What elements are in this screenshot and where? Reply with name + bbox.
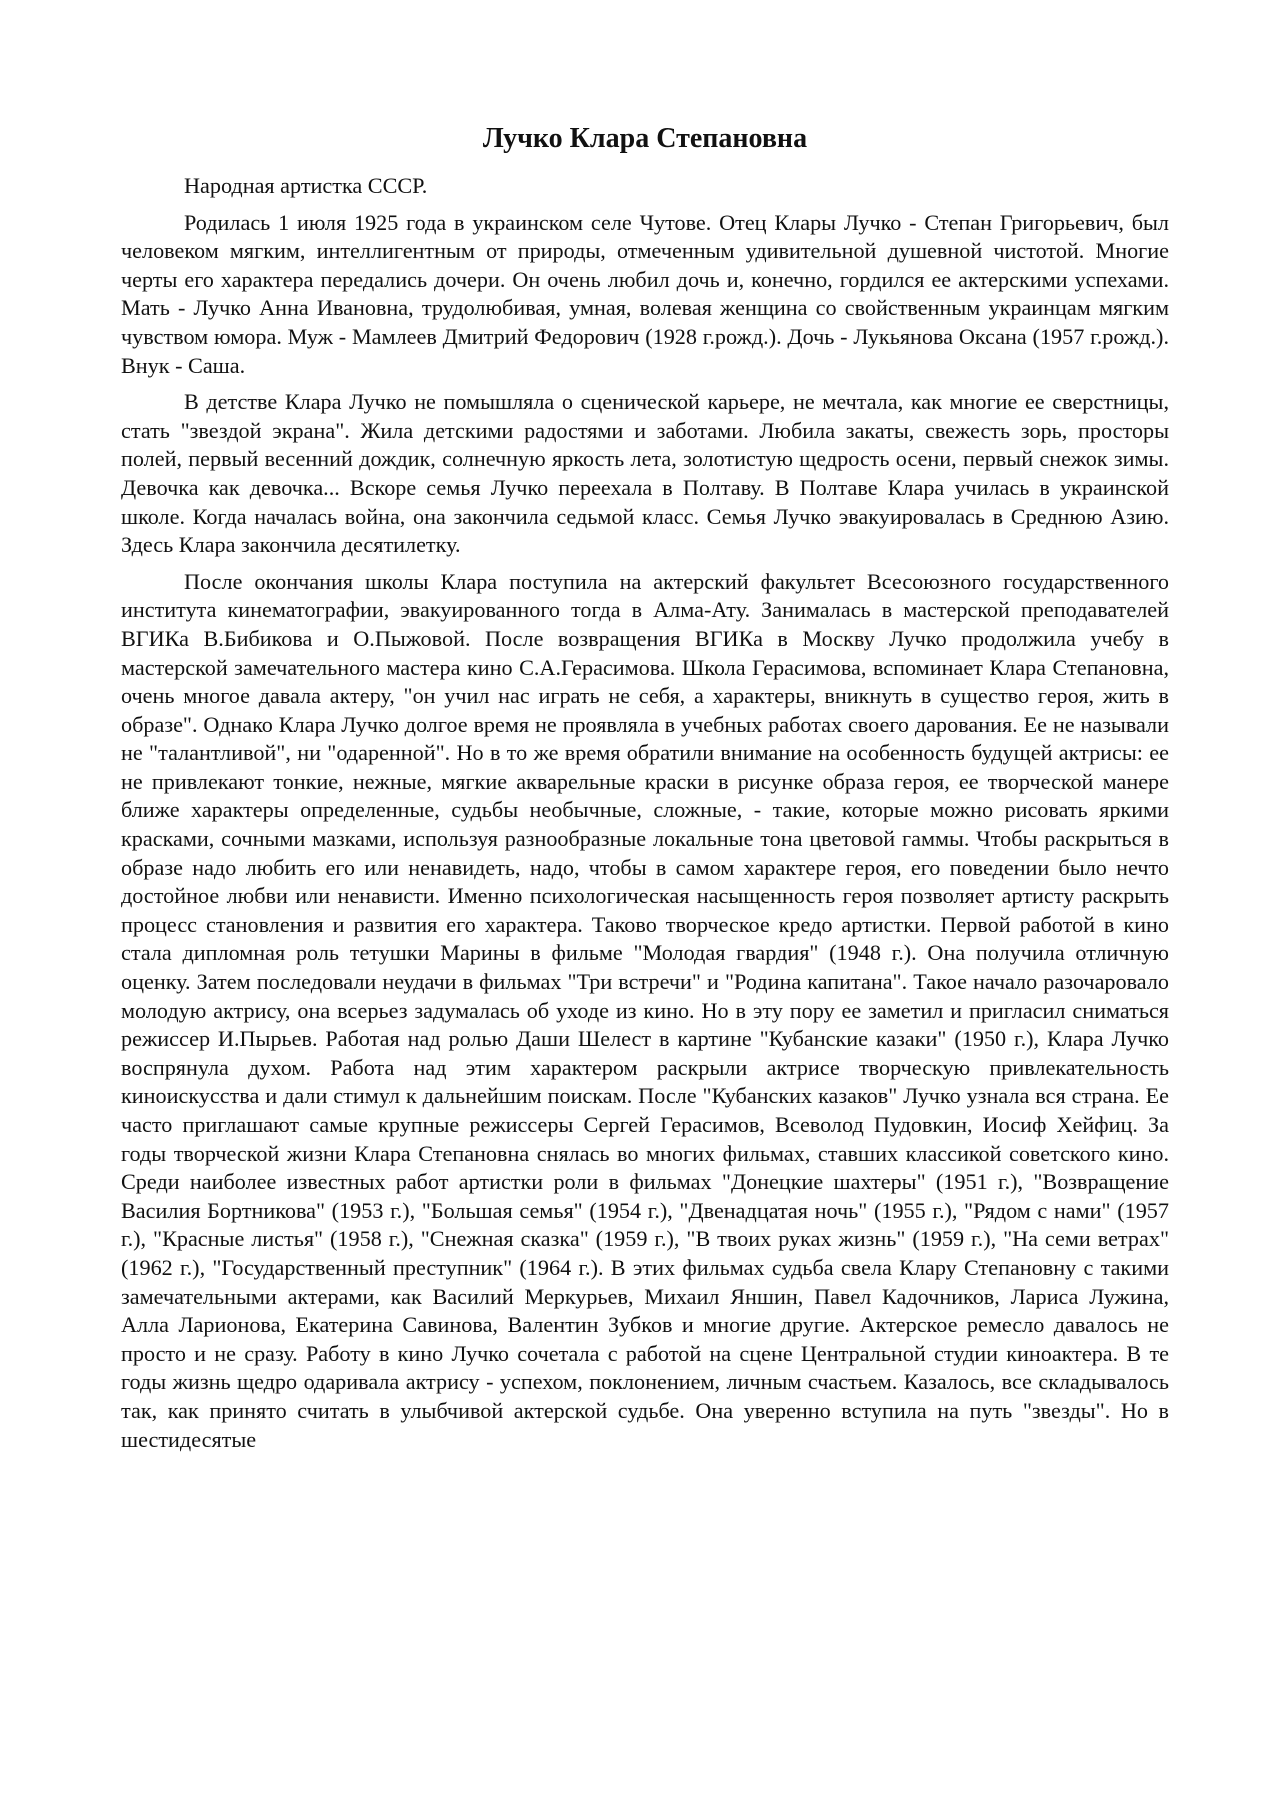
- document-body: [121, 120, 1169, 1462]
- paragraph-childhood: В детстве Клара Лучко не помышляла о сценической карьере, не мечтала, как многие ее сверстницы, стать "звездой экрана". Жила детскими радостями и заботами. Любила закаты, свежесть зорь, просторы полей, первый весенний дождик, солнечную яркость лета, золотистую щедрость осени, первый снежок зимы. Девочка как девочка... Вскоре семья Лучко переехала в Полтаву. В Полтаве Клара училась в украинской школе. Когда началась война, она закончила седьмой класс. Семья Лучко эвакуировалась в Среднюю Азию. Здесь Клара закончила десятилетку.: [121, 389, 1169, 558]
- paragraph-family: Родилась 1 июля 1925 года в украинском селе Чутове. Отец Клары Лучко - Степан Григорьевич, был человеком мягким, интеллигентным от природы, отмеченным удивительной душевной чистотой. Многие черты его характера передались дочери. Он очень любил дочь и, конечно, гордился ее актерскими успехами. Мать - Лучко Анна Ивановна, трудолюбивая, умная, волевая женщина со свойственным украинцам мягким чувством юмора. Муж - Мамлеев Дмитрий Федорович (1928 г.рожд.). Дочь - Лукьянова Оксана (1957 г.рожд.). Внук - Саша.: [121, 209, 1169, 378]
- paragraph-intro: Народная артистка СССР.: [184, 173, 428, 198]
- paragraph-career: После окончания школы Клара поступила на актерский факультет Всесоюзного государственного института кинематографии, эвакуированного тогда в Алма-Ату. Занималась в мастерской преподавателей ВГИКа В.Бибикова и О.Пыжовой. После возвращения ВГИКа в Москву Лучко продолжила учебу в мастерской замечательного мастера кино С.А.Герасимова. Школа Герасимова, вспоминает Клара Степановна, очень многое давала актеру, "он учил нас играть не себя, а характеры, вникнуть в существо героя, жить в образе". Однако Клара Лучко долгое время не проявляла в учебных работах своего дарования. Ее не называли не "талантливой", ни "одаренной". Но в то же время обратили внимание на особенность будущей актрисы: ее не привлекают тонкие, нежные, мягкие акварельные краски в рисунке образа героя, ее творческой манере ближе характеры определенные, судьбы необычные, сложные, - такие, которые можно рисовать яркими красками, сочными мазками, используя разнообразные локальные тона цветовой гаммы. Чтобы раскрыться в образе надо любить его или ненавидеть, надо, чтобы в самом характере героя, его поведении было нечто достойное любви или ненависти. Именно психологическая насыщенность героя позволяет артисту раскрыть процесс становления и развития его характера. Таково творческое кредо артистки. Первой работой в кино стала дипломная роль тетушки Марины в фильме "Молодая гвардия" (1948 г.). Она получила отличную оценку. Затем последовали неудачи в фильмах "Три встречи" и "Родина капитана". Такое начало разочаровало молодую актрису, она всерьез задумалась об уходе из кино. Но в эту пору ее заметил и пригласил сниматься режиссер И.Пырьев. Работая над ролью Даши Шелест в картине "Кубанские казаки" (1950 г.), Клара Лучко воспрянула духом. Работа над этим характером раскрыли актрисе творческую привлекательность киноискусства и дали стимул к дальнейшим поискам. После "Кубанских казаков" Лучко узнала вся страна. Ее часто приглашают самые крупные режиссеры Сергей Герасимов, Всеволод Пудовкин, Иосиф Хейфиц. За годы творческой жизни Клара Степановна снялась во многих фильмах, ставших классикой советского кино. Среди наиболее известных работ артистки роли в фильмах "Донецкие шахтеры" (1951 г.), "Возвращение Василия Бортникова" (1953 г.), "Большая семья" (1954 г.), "Двенадцатая ночь" (1955 г.), "Рядом с нами" (1957 г.), "Красные листья" (1958 г.), "Снежная сказка" (1959 г.), "В твоих руках жизнь" (1959 г.), "На семи ветрах" (1962 г.), "Государственный преступник" (1964 г.). В этих фильмах судьба свела Клару Степановну с такими замечательными актерами, как Василий Меркурьев, Михаил Яншин, Павел Кадочников, Лариса Лужина, Алла Ларионова, Екатерина Савинова, Валентин Зубков и многие другие. Актерское ремесло давалось не просто и не сразу. Работу в кино Лучко сочетала с работой на сцене Центральной студии киноактера. В те годы жизнь щедро одаривала актрису - успехом, поклонением, личным счастьем. Казалось, все складывалось так, как принято считать в улыбчивой актерской судьбе. Она уверенно вступила на путь "звезды". Но в шестидесятые: [121, 568, 1169, 1452]
- document-title: Лучко Клара Степановна: [482, 123, 808, 154]
